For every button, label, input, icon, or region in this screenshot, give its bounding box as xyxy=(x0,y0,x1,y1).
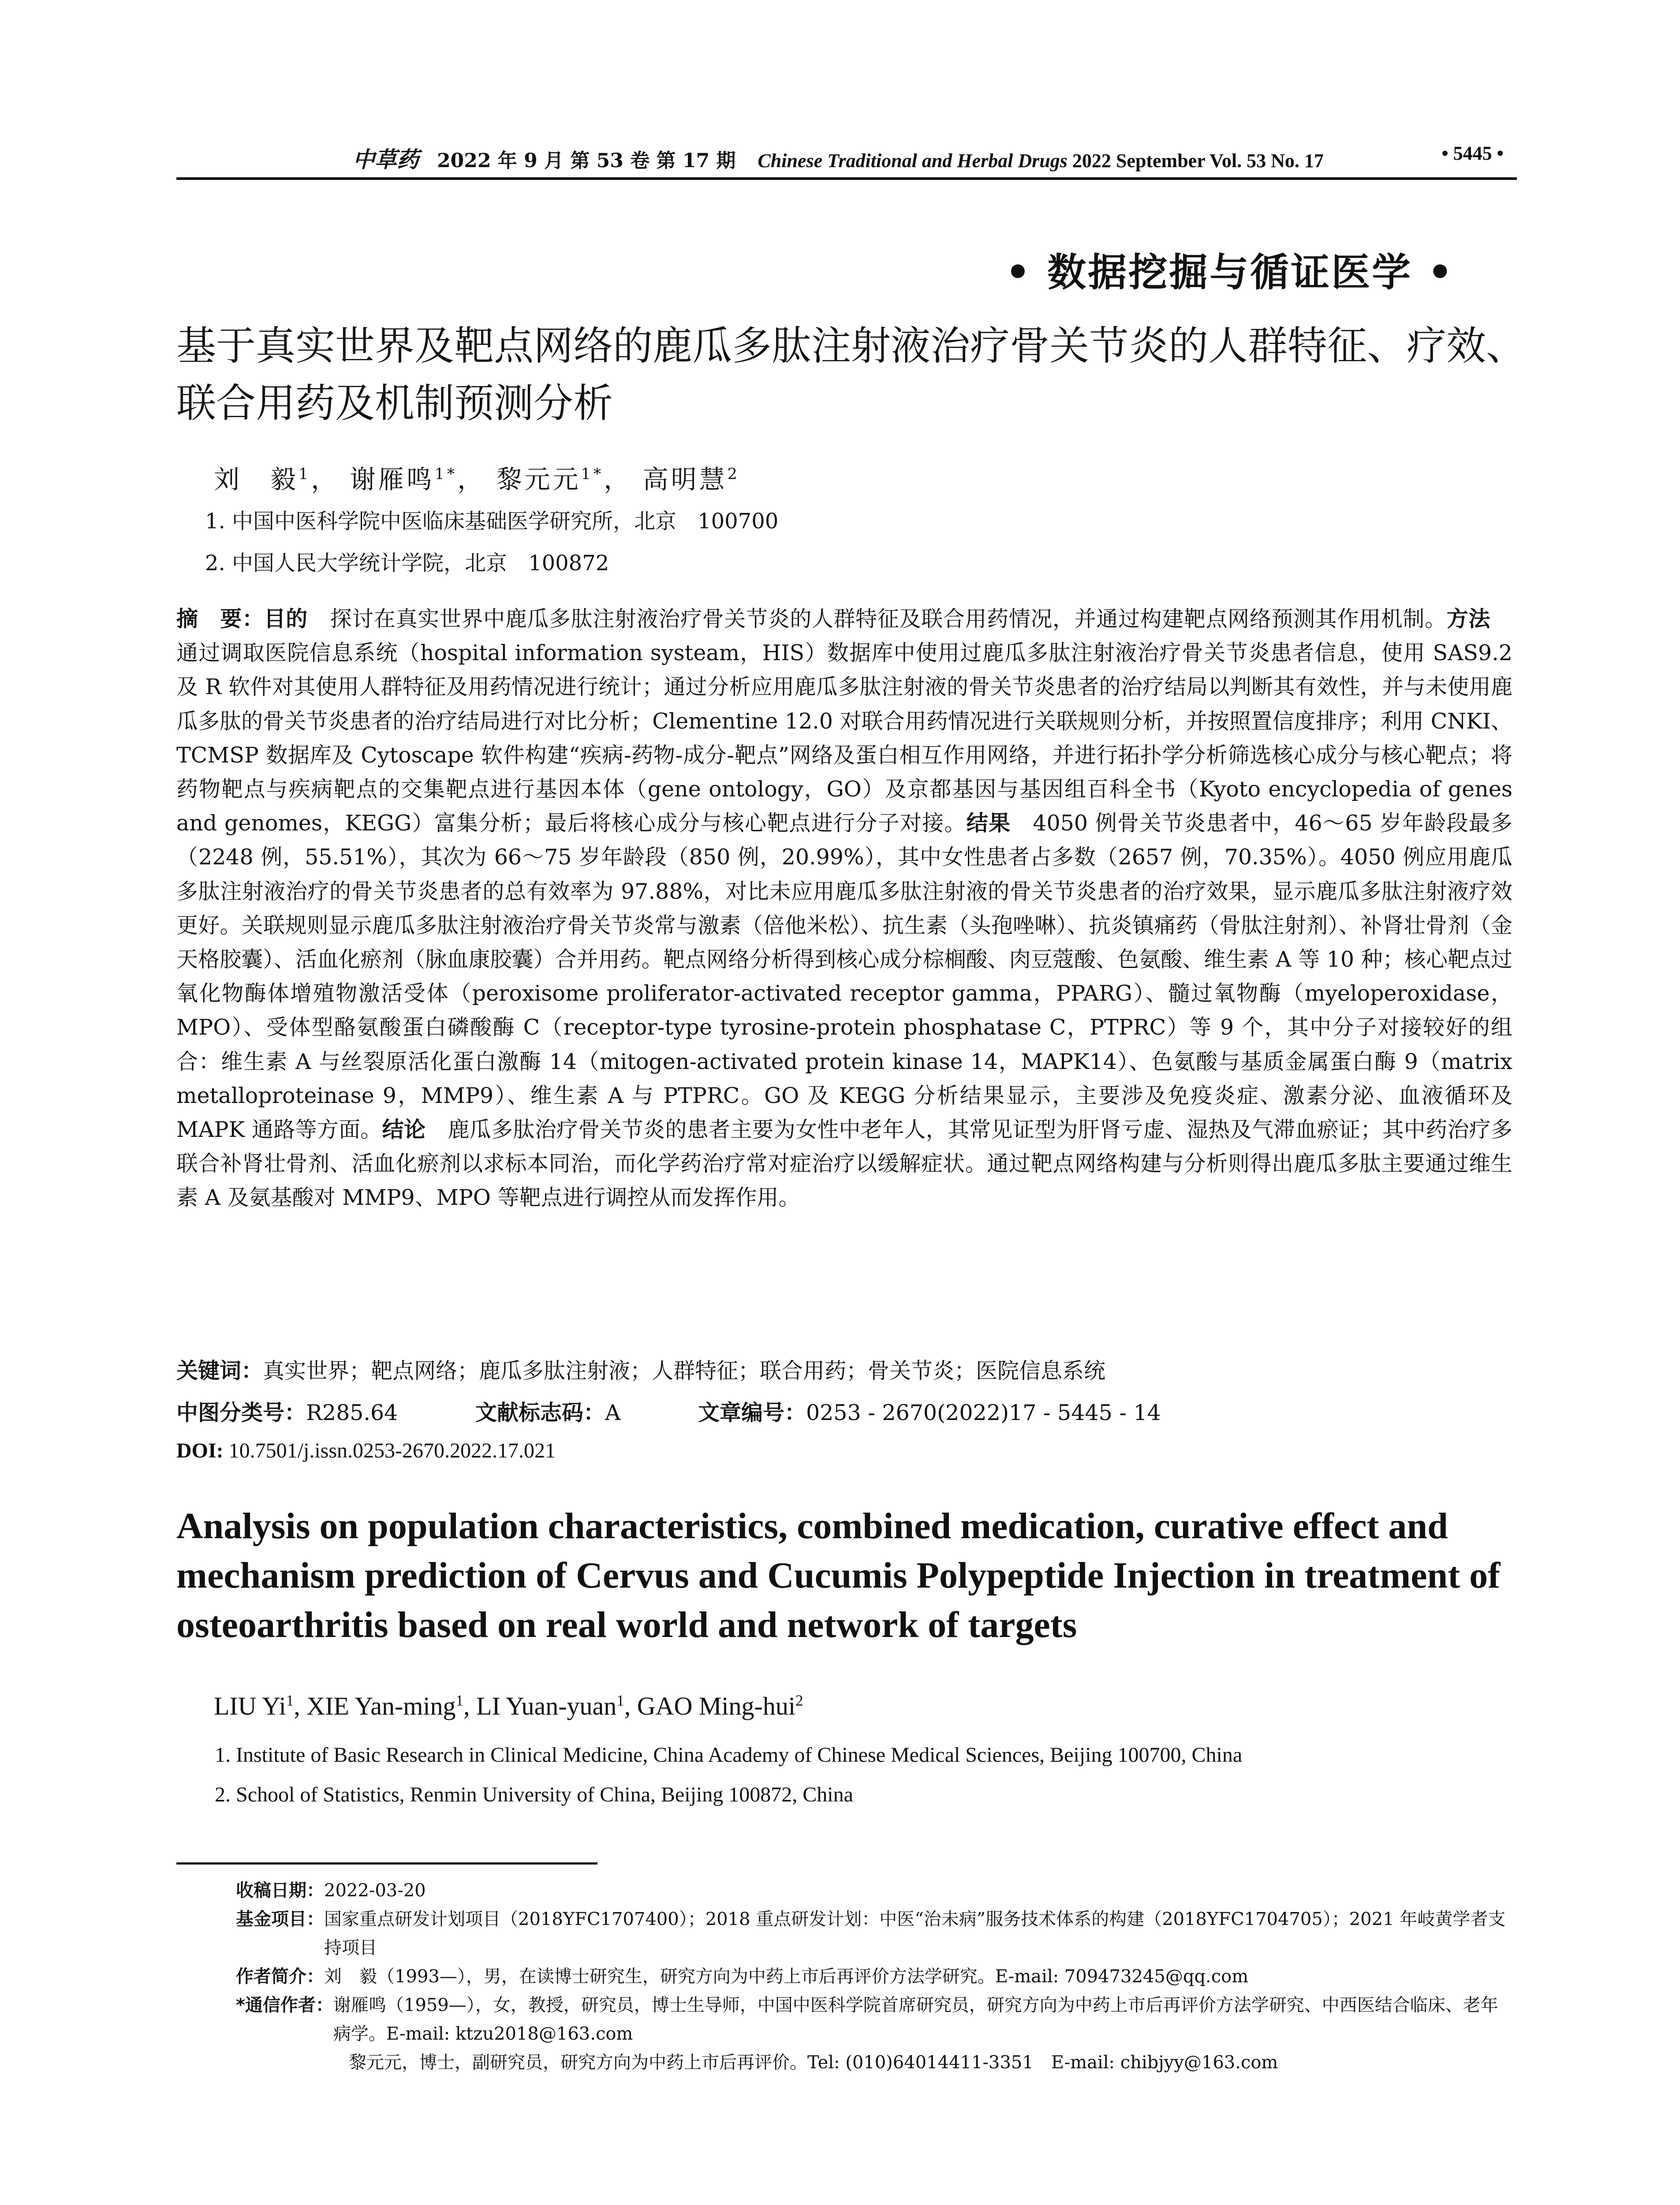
en-affiliation-2: 2. School of Statistics, Renmin University of China, Beijing 100872, China xyxy=(215,1783,853,1806)
author-name: XIE Yan-ming xyxy=(306,1692,456,1720)
keywords-text: 真实世界；靶点网络；鹿瓜多肽注射液；人群特征；联合用药；骨关节炎；医院信息系统 xyxy=(263,1358,1106,1383)
en-issue: 2022 September Vol. 53 No. 17 xyxy=(1072,150,1324,172)
author-affil-mark: 1 xyxy=(299,465,311,483)
objective-label: 目的 xyxy=(264,606,308,632)
clc-value: R285.64 xyxy=(306,1400,398,1425)
author-affil-mark: 1* xyxy=(581,465,604,483)
author-name: 黎元元 xyxy=(496,464,581,494)
bio-value: 刘 毅（1993—），男，在读博士研究生，研究方向为中药上市后再评价方法学研究。E-mail: 709473245@qq.com xyxy=(324,1966,1249,1987)
results-text: 4050 例骨关节炎患者中，46～65 岁年龄段最多（2248 例，55.51%），其次为 66～75 岁年龄段（850 例，20.99%），其中女性患者占多数（2657 例，70.35%）。4050 例应用鹿瓜多肽注射液治疗的骨关节炎患者的总有效率为 97.88%，对比未应用鹿瓜多肽注射液的骨关节炎患者的治疗效果，显示鹿瓜多肽注射液疗效更好。关联规则显示鹿瓜多肽注射液治疗骨关节炎常与激素（倍他米松）、抗生素（头孢唑啉）、抗炎镇痛药（骨肽注射剂）、补肾壮骨剂（金天格胶囊）、活血化瘀剂（脉血康胶囊）合并用药。靶点网络分析得到核心成分棕榈酸、肉豆蔻酸、色氨酸、维生素 A 等 10 种；核心靶点过氧化物酶体增殖物激活受体（peroxisome proliferator-activated receptor gamma，PPARG）、髓过氧物酶（myeloperoxidase，MPO）、受体型酪氨酸蛋白磷酸酶 C（receptor-type tyrosine-protein phosphatase C，PTPRC）等 9 个，其中分子对接较好的组合：维生素 A 与丝裂原活化蛋白激酶 14（mitogen-activated protein kinase 14，MAPK14）、色氨酸与基质金属蛋白酶 9（matrix metalloproteinase 9，MMP9）、维生素 A 与 PTPRC。GO 及 KEGG 分析结果显示，主要涉及免疫炎症、激素分泌、血液循环及 MAPK 通路等方面。 xyxy=(176,811,1512,1143)
received-label: 收稿日期： xyxy=(236,1880,324,1901)
author-name: 刘 毅 xyxy=(214,464,299,494)
journal-brand: 中草药 xyxy=(353,146,419,172)
author-affil-mark: 1 xyxy=(455,1692,463,1709)
fund-value: 国家重点研发计划项目（2018YFC1707400）；2018 重点研发计划：中医“治未病”服务技术体系的构建（2018YFC1704705）；2021 年岐黄学者支持项目 xyxy=(324,1909,1506,1958)
doc-code-value: A xyxy=(605,1400,621,1425)
corr-label: *通信作者： xyxy=(236,1995,333,2015)
conclusion-label: 结论 xyxy=(382,1117,426,1143)
en-journal-name: Chinese Traditional and Herbal Drugs xyxy=(758,150,1068,172)
fund-label: 基金项目： xyxy=(236,1909,324,1929)
bio-label: 作者简介： xyxy=(236,1966,324,1987)
received-value: 2022-03-20 xyxy=(324,1880,426,1901)
footnotes xyxy=(236,1876,1515,2077)
keywords xyxy=(176,1354,1105,1385)
corr-value-1: 谢雁鸣（1959—），女，教授，研究员，博士生导师，中国中医科学院首席研究员，研究方向为中药上市后再评价方法学研究、中西医结合临床、老年病学。E-mail: ktzu2018@163.com xyxy=(333,1995,1498,2044)
doi-value[interactable]: 10.7501/j.issn.0253-2670.2022.17.021 xyxy=(228,1439,556,1462)
header-rule xyxy=(176,177,1517,180)
cn-affiliation-2: 2. 中国人民大学统计学院，北京 100872 xyxy=(205,551,609,576)
results-label: 结果 xyxy=(966,811,1011,836)
author-name: LIU Yi xyxy=(214,1692,286,1720)
running-header xyxy=(176,142,1517,173)
objective-text: 探讨在真实世界中鹿瓜多肽注射液治疗骨关节炎的人群特征及联合用药情况，并通过构建靶点网络预测其作用机制。 xyxy=(329,606,1447,632)
cn-affiliations xyxy=(205,501,778,584)
classification-line xyxy=(176,1396,1161,1427)
author-affil-mark: 2 xyxy=(795,1692,803,1709)
en-affiliation-1: 1. Institute of Basic Research in Clinical Medicine, China Academy of Chinese Medical Sciences, Beijing 100700, China xyxy=(215,1743,1243,1767)
corr-value-2: 黎元元，博士，副研究员，研究方向为中药上市后再评价。Tel: (010)64014411-3351 E-mail: chibjyy@163.com xyxy=(349,2052,1278,2073)
received-date xyxy=(236,1876,1515,1905)
footnote-rule xyxy=(176,1862,597,1865)
clc-label: 中图分类号： xyxy=(176,1400,306,1425)
section-tag: • 数据挖掘与循证医学 • xyxy=(1005,249,1454,295)
en-author-list: LIU Yi$^1$, XIE Yan-ming$^1$, LI Yuan-yuan$^1$, GAO Ming-hui$^2$ xyxy=(214,1692,803,1720)
fund-info xyxy=(236,1905,1515,1962)
cn-author-list: 刘 毅$^1$， 谢雁鸣$^{1*}$， 黎元元$^{1*}$， 高明慧$^2$ xyxy=(214,464,740,494)
doc-code-label: 文献标志码： xyxy=(475,1400,605,1425)
article-no-label: 文章编号： xyxy=(698,1400,806,1425)
author-affil-mark: 1 xyxy=(616,1692,624,1709)
author-bio xyxy=(236,1962,1515,1991)
conclusion-text: 鹿瓜多肽治疗骨关节炎的患者主要为女性中老年人，其常见证型为肝肾亏虚、湿热及气滞血瘀证；其中药治疗多联合补肾壮骨剂、活血化瘀剂以求标本同治，而化学药治疗常对症治疗以缓解症状。通过靶点网络构建与分析则得出鹿瓜多肽主要通过维生素 A 及氨基酸对 MMP9、MPO 等靶点进行调控从而发挥作用。 xyxy=(176,1117,1512,1211)
journal-header-text xyxy=(353,142,1324,174)
cn-title: 基于真实世界及靶点网络的鹿瓜多肽注射液治疗骨关节炎的人群特征、疗效、联合用药及机制预测分析 xyxy=(176,323,1526,426)
article-no-value: 0253 - 2670(2022)17 - 5445 - 14 xyxy=(806,1400,1161,1425)
author-name: LI Yuan-yuan xyxy=(476,1692,617,1720)
page-number: • 5445 • xyxy=(1441,142,1504,164)
author-affil-mark: 1* xyxy=(434,465,458,483)
methods-text: 通过调取医院信息系统（hospital information systeam，HIS）数据库中使用过鹿瓜多肽注射液治疗骨关节炎患者信息，使用 SAS9.2 及 R 软件对其使用人群特征及用药情况进行统计；通过分析应用鹿瓜多肽注射液的骨关节炎患者的治疗结局以判断其有效性，并与未使用鹿瓜多肽的骨关节炎患者的治疗结局进行对比分析；Clementine 12.0 对联合用药情况进行关联规则分析，并按照置信度排序；利用 CNKI、TCMSP 数据库及 Cytoscape 软件构建“疾病-药物-成分-靶点”网络及蛋白相互作用网络，并进行拓扑学分析筛选核心成分与核心靶点；将药物靶点与疾病靶点的交集靶点进行基因本体（gene ontology，GO）及京都基因与基因组百科全书（Kyoto encyclopedia of genes and genomes，KEGG）富集分析；最后将核心成分与核心靶点进行分子对接。 xyxy=(176,640,1512,836)
author-affil-mark: 1 xyxy=(286,1692,294,1709)
en-title: Analysis on population characteristics, combined medication, curative effect and mechanism prediction of Cervus and Cucumis Polypeptide Injection in treatment of osteoarthritis based on real world and network of targets xyxy=(176,1506,1501,1645)
author-name: 高明慧 xyxy=(642,464,728,494)
en-affiliations xyxy=(215,1735,1242,1815)
doi-line xyxy=(176,1439,556,1463)
author-affil-mark: 2 xyxy=(727,465,740,483)
author-name: 谢雁鸣 xyxy=(350,464,435,494)
cn-issue: 2022 年 9 月 第 53 卷 第 17 期 xyxy=(437,149,736,172)
doi-label: DOI: xyxy=(176,1439,224,1462)
cn-affiliation-1: 1. 中国中医科学院中医临床基础医学研究所，北京 100700 xyxy=(205,509,779,534)
keywords-label: 关键词： xyxy=(176,1358,263,1383)
cn-abstract xyxy=(176,602,1512,1215)
author-name: GAO Ming-hui xyxy=(637,1692,795,1720)
corresponding-author xyxy=(236,1991,1515,2048)
abstract-label: 摘 要： xyxy=(176,606,264,632)
methods-label: 方法 xyxy=(1446,606,1490,632)
